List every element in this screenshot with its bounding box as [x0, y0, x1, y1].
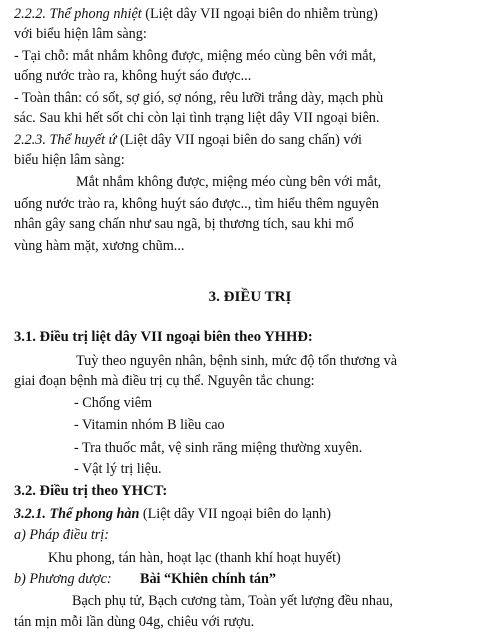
text-line: Mắt nhắm không được, miệng méo cùng bên với mắt,: [76, 174, 382, 190]
section-term: Thể phong nhiệt: [49, 6, 142, 22]
subsection-term: 3.2.1. Thể phong hàn: [14, 506, 140, 522]
remedy-title: Bài “Khiên chính tán”: [140, 571, 277, 587]
subsection-3-2-1-line: [14, 504, 486, 525]
text-line: - Tại chỗ: mắt nhắm không được, miệng méo cùng bên với mắt,: [14, 48, 377, 64]
bullet-item: - Tra thuốc mắt, vệ sinh răng miệng thường xuyên.: [74, 440, 363, 456]
section-2-2-3-line: [14, 130, 486, 151]
text-line: uống nước trào ra, không huýt sáo được.., tìm hiểu thêm nguyên: [14, 196, 379, 212]
section-description: (Liệt dây VII ngoại biên do nhiễm trùng): [141, 6, 378, 22]
section-term: Thể huyết ứ: [49, 132, 117, 148]
text-line: sác. Sau khi hết sốt chỉ còn lại tình trạng liệt dây VII ngoại biên.: [14, 110, 380, 126]
text-line: uống nước trào ra, không huýt sáo được...: [14, 68, 252, 84]
item-line: [14, 569, 486, 590]
section-2-2-2-line: [14, 4, 486, 25]
text-line: với biểu hiện lâm sàng:: [14, 26, 147, 42]
text-line: nhân gây sang chấn như sau ngã, bị thương tích, sau khi mổ: [14, 216, 354, 232]
text-line: tán mịn mỗi lần dùng 04g, chiêu với rượu.: [14, 614, 255, 630]
text-line: Khu phong, tán hàn, hoạt lạc (thanh khí hoạt huyết): [48, 550, 341, 566]
text-line: biểu hiện lâm sàng:: [14, 152, 125, 168]
bullet-item: - Vật lý trị liệu.: [74, 461, 162, 477]
text-line: vùng hàm mặt, xương chũm...: [14, 238, 185, 254]
section-number: 2.2.2.: [14, 6, 46, 22]
item-label: b) Phương dược:: [14, 571, 112, 587]
bullet-item: - Vitamin nhóm B liều cao: [74, 417, 225, 433]
subsection-heading: 3.1. Điều trị liệt dây VII ngoại biên theo YHHĐ:: [14, 329, 313, 345]
section-heading: 3. ĐIỀU TRỊ: [208, 289, 292, 305]
text-line: - Toàn thân: có sốt, sợ gió, sợ nóng, rêu lưỡi trắng dày, mạch phù: [14, 90, 384, 106]
section-description: (Liệt dây VII ngoại biên do sang chấn) với: [116, 132, 362, 148]
subsection-description: (Liệt dây VII ngoại biên do lạnh): [139, 506, 331, 522]
text-line: giai đoạn bệnh mà điều trị cụ thể. Nguyên tắc chung:: [14, 373, 315, 389]
bullet-item: - Chống viêm: [74, 395, 153, 411]
subsection-heading: 3.2. Điều trị theo YHCT:: [14, 483, 168, 499]
section-number: 2.2.3.: [14, 132, 46, 148]
text-line: Tuỳ theo nguyên nhân, bệnh sinh, mức độ tổn thương và: [76, 353, 398, 369]
item-label: a) Pháp điều trị:: [14, 527, 109, 543]
text-line: Bạch phụ tử, Bạch cương tàm, Toàn yết lượng đều nhau,: [72, 593, 393, 609]
